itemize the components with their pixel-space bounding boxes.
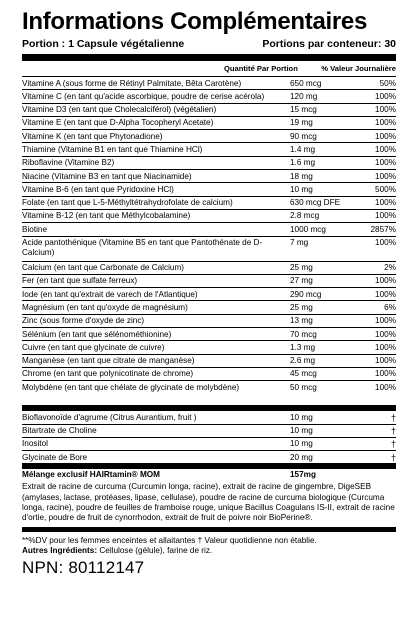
nutrient-dv: 100% [375,144,396,154]
ingredient-row [22,411,396,424]
nutrient-amount: 630 mcg DFE [290,198,341,208]
nutrient-dv: 100% [375,276,396,286]
serving-size: Portion : 1 Capsule végétalienne [22,38,185,50]
nutrient-dv: 100% [375,316,396,326]
nutrient-amount: 18 mg [290,171,313,181]
ingredients-text: Cellulose (gélule), farine de riz. [97,545,213,555]
nutrient-name: Folate (en tant que L-5-Méthyltétrahydrofolate de calcium) [22,198,233,208]
nutrient-name: Vitamine A (sous forme de Rétinyl Palmitate, Bêta Carotène) [22,78,242,88]
nutrient-amount: 10 mg [290,184,313,194]
nutrient-row [22,130,396,143]
nutrient-name: Sélénium (en tant que sélénométhionine) [22,329,172,339]
nutrient-row [22,197,396,210]
nutrient-amount: 10 mg [290,412,313,422]
nutrient-row [22,117,396,130]
blend-header [22,469,396,480]
servings-per-container: Portions par conteneur: 30 [262,38,396,50]
nutrient-dv: 100% [375,198,396,208]
nutrient-name: Inositol [22,439,48,449]
nutrient-amount: 10 mg [290,426,313,436]
nutrient-name: Thiamine (Vitamine B1 en tant que Thiamine HCl) [22,144,203,154]
blend-name: Mélange exclusif HAIRtamin® MOM [22,470,160,480]
nutrient-name: Glycinate de Bore [22,452,88,462]
nutrient-dv: 500% [375,184,396,194]
nutrient-name: Bitartrate de Choline [22,426,97,436]
nutrient-name: Magnésium (en tant qu'oxyde de magnésium) [22,302,188,312]
nutrient-amount: 290 mcg [290,289,322,299]
nutrient-name: Cuivre (en tant que glycinate de cuivre) [22,342,165,352]
npn-number: NPN: 80112147 [22,557,145,577]
nutrient-dv: † [390,439,396,450]
nutrient-dv: 100% [375,158,396,168]
nutrient-dv: 100% [375,131,396,141]
nutrient-amount: 13 mg [290,316,313,326]
nutrient-row [22,90,396,103]
nutrient-name: Riboflavine (Vitamine B2) [22,158,115,168]
nutrient-dv: 100% [375,211,396,221]
panel-title: Informations Complémentaires [22,8,368,35]
nutrient-row [22,262,396,275]
nutrient-row [22,315,396,328]
nutrient-row [22,143,396,156]
nutrient-dv: 100% [375,91,396,101]
nutrient-dv: 2% [384,263,396,273]
nutrient-row [22,301,396,314]
nutrient-amount: 27 mg [290,276,313,286]
column-headers [22,61,396,77]
thick-divider [22,54,396,61]
blend-amount: 157mg [290,470,316,480]
footer [22,532,396,556]
nutrient-amount: 1.6 mg [290,158,316,168]
nutrient-row [22,77,396,90]
nutrient-name: Fer (en tant que sulfate ferreux) [22,276,138,286]
dv-column-header: % Valeur Journalière [321,64,396,73]
ingredient-row [22,438,396,451]
dv-note: **%DV pour les femmes enceintes et allaitantes † Valeur quotidienne non établie. [22,535,317,545]
nutrient-dv: 50% [379,78,396,88]
nutrient-dv: 100% [375,329,396,339]
nutrient-dv: † [390,452,396,463]
other-ingredients-list [22,411,396,464]
nutrient-amount: 1000 mcg [290,224,326,234]
ingredients-label: Autres Ingrédients: [22,545,98,555]
nutrient-dv: 100% [375,289,396,299]
nutrient-row [22,223,396,236]
nutrient-dv: 100% [375,238,396,248]
nutrient-name: Iode (en tant qu'extrait de varech de l'Atlantique) [22,289,198,299]
nutrient-dv: † [390,426,396,437]
nutrient-name: Bioflavonoïde d'agrume (Citrus Aurantium, fruit ) [22,412,197,422]
nutrient-amount: 1.4 mg [290,144,316,154]
nutrient-amount: 2.8 mcg [290,211,320,221]
ingredient-row [22,451,396,464]
nutrient-dv: 100% [375,382,396,392]
nutrient-name: Vitamine C (en tant qu'acide ascorbique, poudre de cerise acérola) [22,91,265,101]
nutrient-row [22,341,396,354]
nutrient-row [22,288,396,301]
nutrient-amount: 50 mcg [290,382,317,392]
nutrient-amount: 20 mg [290,452,313,462]
nutrient-amount: 90 mcg [290,131,317,141]
nutrient-dv: 100% [375,356,396,366]
nutrient-amount: 120 mg [290,91,318,101]
nutrient-name: Vitamine D3 (en tant que Cholecalciférol) (végétalien) [22,105,217,115]
nutrient-name: Vitamine B-6 (en tant que Pyridoxine HCl) [22,184,174,194]
supplement-facts-panel [22,8,396,578]
nutrient-dv: 100% [375,105,396,115]
nutrient-name: Niacine (Vitamine B3 en tant que Niacinamide) [22,171,192,181]
nutrient-name: Calcium (en tant que Carbonate de Calcium) [22,263,185,273]
nutrient-row [22,328,396,341]
nutrient-dv: 100% [375,118,396,128]
serving-info [22,38,396,51]
nutrient-amount: 10 mg [290,439,313,449]
nutrient-row [22,237,396,262]
nutrient-amount: 15 mcg [290,105,317,115]
nutrient-dv: † [390,412,396,423]
nutrient-name: Biotine [22,224,48,234]
nutrient-amount: 25 mg [290,263,313,273]
nutrient-list [22,77,396,406]
nutrient-dv: 100% [375,342,396,352]
ingredient-row [22,425,396,438]
nutrient-row [22,157,396,170]
nutrient-row [22,368,396,381]
nutrient-amount: 2.6 mg [290,356,316,366]
nutrient-row [22,381,396,406]
nutrient-amount: 1.3 mg [290,342,316,352]
nutrient-row [22,104,396,117]
nutrient-name: Molybdène (en tant que chélate de glycinate de molybdène) [22,382,240,392]
nutrient-dv: 100% [375,369,396,379]
nutrient-name: Chrome (en tant que polynicotinate de chrome) [22,369,194,379]
nutrient-row [22,210,396,223]
nutrient-name: Vitamine K (en tant que Phytonadione) [22,131,163,141]
nutrient-row [22,275,396,288]
nutrient-amount: 7 mg [290,238,309,248]
nutrient-name: Vitamine E (en tant que D-Alpha Tocopheryl Acetate) [22,118,214,128]
nutrient-name: Manganèse (en tant que citrate de manganèse) [22,356,195,366]
nutrient-name: Vitamine B-12 (en tant que Méthylcobalamine) [22,211,191,221]
nutrient-row [22,183,396,196]
nutrient-amount: 19 mg [290,118,313,128]
blend-description: Extrait de racine de curcuma (Curcumin longa, racine), extrait de racine de gingembre, DigeSEB (amylases, lactase, protéases, lipase, cellulase), poudre de racine de curcuma biologique (Curcuma longa, racine), poudre de feuilles de framboise rouge, unique Bacillus Coagulans IS-II, extrait de racine d'ortie, poudre de fruit de cynorrhodon, extrait de fruit de poivre noir BioPerine®. [22,482,395,523]
nutrient-dv: 100% [375,171,396,181]
nutrient-amount: 70 mcg [290,329,317,339]
nutrient-dv: 2857% [370,224,396,234]
nutrient-row [22,355,396,368]
nutrient-name: Zinc (sous forme d'oxyde de zinc) [22,316,145,326]
nutrient-amount: 650 mcg [290,78,322,88]
nutrient-amount: 25 mg [290,302,313,312]
nutrient-dv: 6% [384,302,396,312]
amount-column-header: Quantité Par Portion [224,64,298,73]
nutrient-name: Acide pantothénique (Vitamine B5 en tant que Pantothénate de D-Calcium) [22,238,263,258]
nutrient-row [22,170,396,183]
nutrient-amount: 45 mcg [290,369,317,379]
other-ingredients [22,546,396,556]
